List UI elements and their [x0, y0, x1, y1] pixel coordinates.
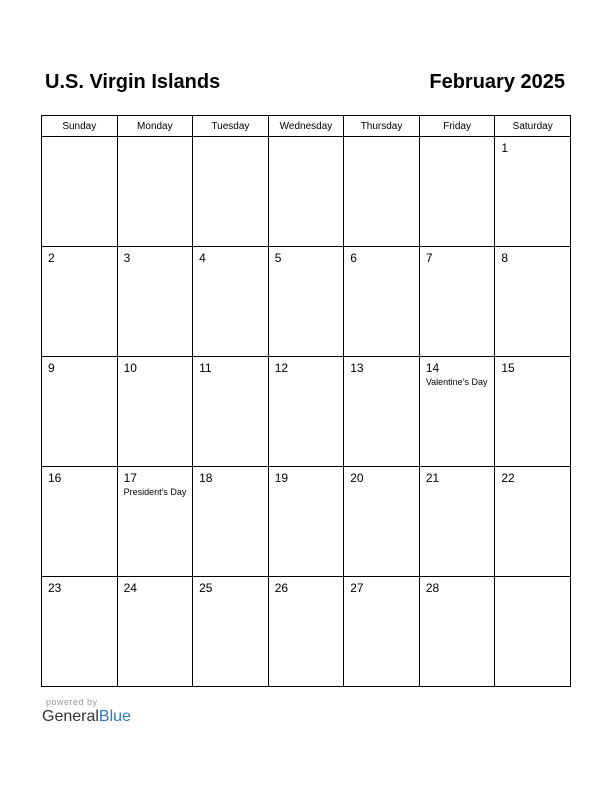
calendar-week-row [42, 247, 571, 357]
calendar-day-cell [42, 577, 118, 687]
calendar-day-cell [117, 247, 193, 357]
calendar-day-cell [419, 577, 495, 687]
calendar-day-cell [268, 467, 344, 577]
footer [42, 697, 131, 727]
calendar-day-cell [495, 577, 571, 687]
calendar-week-row [42, 137, 571, 247]
calendar-week-row [42, 357, 571, 467]
calendar-day-cell [117, 467, 193, 577]
weekday-header: Friday [419, 116, 495, 137]
weekday-header: Saturday [495, 116, 571, 137]
calendar-day-cell [117, 137, 193, 247]
brand-name-blue: Blue [98, 708, 131, 725]
day-number: 3 [123, 251, 131, 265]
calendar-day-cell [117, 357, 193, 467]
calendar-day-cell [193, 357, 269, 467]
weekday-header: Wednesday [268, 116, 344, 137]
day-number: 7 [425, 251, 433, 265]
calendar-day-cell [344, 247, 420, 357]
calendar-day-cell [193, 577, 269, 687]
day-number: 26 [274, 581, 289, 595]
day-number: 19 [274, 471, 289, 485]
calendar-day-cell [344, 577, 420, 687]
calendar-day-cell [268, 357, 344, 467]
weekday-header: Sunday [42, 116, 118, 137]
calendar-week-row [42, 577, 571, 687]
weekday-header-row [42, 116, 571, 137]
calendar-day-cell [495, 137, 571, 247]
day-number: 23 [48, 581, 62, 595]
day-number: 12 [274, 361, 289, 375]
day-number: 14 [425, 361, 440, 375]
day-number: 5 [274, 251, 282, 265]
calendar-day-cell [117, 577, 193, 687]
day-number: 6 [350, 251, 357, 265]
day-number: 21 [425, 471, 440, 485]
weekday-header: Tuesday [193, 116, 269, 137]
holiday-label: Valentine’s Day [425, 377, 488, 387]
calendar-day-cell [193, 247, 269, 357]
calendar-day-cell [42, 137, 118, 247]
day-number: 27 [350, 581, 364, 595]
calendar-day-cell [419, 137, 495, 247]
day-number: 1 [501, 141, 509, 155]
day-number: 20 [350, 471, 364, 485]
day-number: 24 [123, 581, 137, 595]
calendar-day-cell [495, 357, 571, 467]
calendar-day-cell [495, 467, 571, 577]
weekday-header: Monday [117, 116, 193, 137]
calendar-day-cell [268, 577, 344, 687]
day-number: 28 [425, 581, 440, 595]
calendar-day-cell [419, 247, 495, 357]
brand-logo[interactable] [42, 707, 131, 727]
day-number: 8 [501, 251, 509, 265]
calendar-day-cell [419, 467, 495, 577]
day-number: 16 [48, 471, 62, 485]
calendar-day-cell [344, 137, 420, 247]
day-number: 9 [48, 361, 55, 375]
day-number: 15 [501, 361, 515, 375]
calendar-day-cell [193, 467, 269, 577]
calendar-day-cell [344, 467, 420, 577]
calendar-day-cell [419, 357, 495, 467]
day-number: 2 [48, 251, 55, 265]
calendar-week-row [42, 467, 571, 577]
day-number: 10 [123, 361, 137, 375]
day-number: 11 [199, 361, 212, 375]
weekday-header: Thursday [344, 116, 420, 137]
holiday-label: President’s Day [123, 487, 187, 497]
powered-by-text: powered by [46, 697, 98, 707]
calendar-day-cell [42, 247, 118, 357]
calendar-day-cell [268, 137, 344, 247]
day-number: 22 [501, 471, 515, 485]
calendar-day-cell [344, 357, 420, 467]
day-number: 4 [199, 251, 206, 265]
region-title: U.S. Virgin Islands [45, 71, 221, 93]
brand-name-general: General [42, 708, 99, 725]
calendar-day-cell [42, 467, 118, 577]
day-number: 25 [199, 581, 213, 595]
calendar-grid [41, 115, 571, 687]
calendar-day-cell [495, 247, 571, 357]
month-year-title: February 2025 [429, 71, 565, 93]
day-number: 18 [199, 471, 213, 485]
calendar-day-cell [193, 137, 269, 247]
day-number: 13 [350, 361, 364, 375]
calendar-day-cell [268, 247, 344, 357]
day-number: 17 [123, 471, 137, 485]
calendar-day-cell [42, 357, 118, 467]
